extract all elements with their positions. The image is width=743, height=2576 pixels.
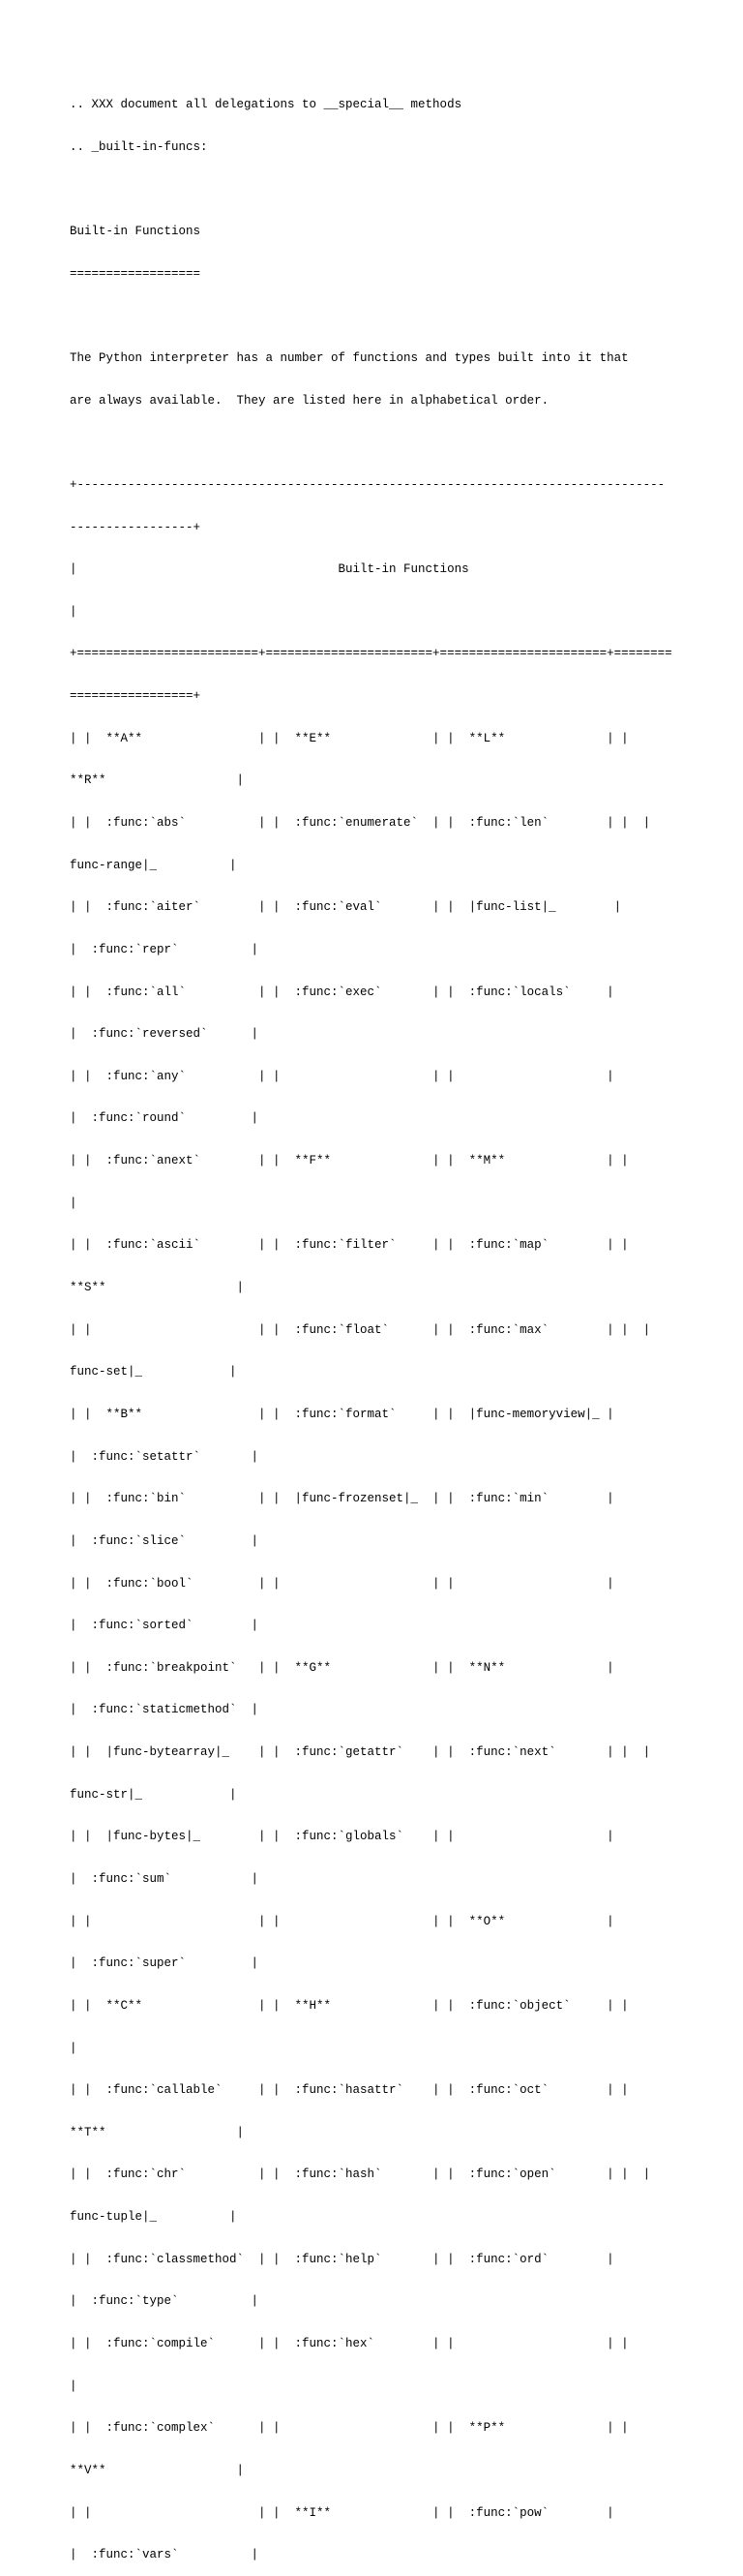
table-row-line: | | :func:`abs` | | :func:`enumerate` | | :func:`len` | | | <box>70 815 651 830</box>
table-header-separator: =================+ <box>70 689 201 704</box>
table-row-line: | :func:`vars` | <box>70 2548 259 2562</box>
table-row-line: **V** | <box>70 2463 245 2477</box>
table-row-line: func-str|_ | <box>70 1787 237 1802</box>
intro-paragraph-line: are always available. They are listed here in alphabetical order. <box>70 393 550 408</box>
table-row-line: | <box>70 1196 77 1210</box>
table-row-line: **R** | <box>70 773 245 788</box>
table-row-line: | | :func:`chr` | | :func:`hash` | | :func:`open` | | | <box>70 2167 651 2182</box>
table-row-line: func-set|_ | <box>70 1365 237 1379</box>
table-row-line: | :func:`setattr` | <box>70 1449 259 1464</box>
section-title: Built-in Functions <box>70 225 201 239</box>
table-row-line: | :func:`sum` | <box>70 1872 259 1886</box>
table-row-line: | | :func:`anext` | | **F** | | **M** | | <box>70 1154 629 1168</box>
table-row-line: | :func:`reversed` | <box>70 1027 259 1042</box>
table-row-line: | :func:`sorted` | <box>70 1619 259 1633</box>
document-text <box>70 70 737 2576</box>
table-header-line: | Built-in Functions <box>70 562 469 577</box>
table-row-line: | | :func:`classmethod` | | :func:`help` | | :func:`ord` | <box>70 2252 614 2266</box>
table-row-line: | | :func:`bin` | | |func-frozenset|_ | | :func:`min` | <box>70 1492 614 1506</box>
table-border-line: +--------------------------------------------------------------------------------- <box>70 477 666 492</box>
table-row-line: | | :func:`any` | | | | | <box>70 1069 614 1083</box>
comment-line: .. XXX document all delegations to __special__ methods <box>70 98 462 112</box>
table-row-line: | | **B** | | :func:`format` | | |func-memoryview|_ | <box>70 1407 614 1421</box>
table-row-line: | :func:`type` | <box>70 2294 259 2309</box>
table-row-line: | | **C** | | **H** | | :func:`object` | | <box>70 1998 629 2013</box>
table-border-line: -----------------+ <box>70 520 201 534</box>
intro-paragraph-line: The Python interpreter has a number of functions and types built into it that <box>70 350 629 365</box>
table-row-line: **T** | <box>70 2125 245 2139</box>
table-row-line: | :func:`slice` | <box>70 1533 259 1548</box>
table-row-line: | :func:`repr` | <box>70 942 259 956</box>
table-header-line: | <box>70 604 77 619</box>
blank-line <box>70 182 737 197</box>
table-row-line: | | :func:`callable` | | :func:`hasattr` | | :func:`oct` | | <box>70 2083 629 2098</box>
label-line: .. _built-in-funcs: <box>70 139 208 154</box>
table-row-line: | :func:`round` | <box>70 1111 259 1126</box>
table-row-line: | :func:`staticmethod` | <box>70 1703 259 1717</box>
table-row-line: | | | | | | **O** | <box>70 1914 614 1928</box>
table-row-line: | | :func:`breakpoint` | | **G** | | **N** | <box>70 1660 614 1675</box>
table-row-line: func-tuple|_ | <box>70 2210 237 2225</box>
table-row-line: | | :func:`bool` | | | | | <box>70 1576 614 1591</box>
table-row-line: | :func:`super` | <box>70 1956 259 1971</box>
table-row-line: | | :func:`complex` | | | | **P** | | <box>70 2421 629 2436</box>
blank-line <box>70 309 737 323</box>
table-row-line: | | | | :func:`float` | | :func:`max` | | | <box>70 1322 651 1337</box>
table-row-line: | | :func:`all` | | :func:`exec` | | :func:`locals` | <box>70 985 614 999</box>
table-row-line: | <box>70 2379 77 2393</box>
table-row-line: | | |func-bytes|_ | | :func:`globals` | | | <box>70 1830 614 1844</box>
table-row-line: | | |func-bytearray|_ | | :func:`getattr` | | :func:`next` | | | <box>70 1745 651 1760</box>
table-header-separator: +=========================+=======================+=======================+======== <box>70 647 672 661</box>
table-row-line: | | | | **I** | | :func:`pow` | <box>70 2505 614 2520</box>
blank-line <box>70 436 737 450</box>
table-row-line: | <box>70 2041 77 2055</box>
title-underline: ================== <box>70 266 201 281</box>
table-row-line: | | :func:`ascii` | | :func:`filter` | | :func:`map` | | <box>70 1238 629 1253</box>
table-row-line: func-range|_ | <box>70 858 237 872</box>
table-row-line: | | :func:`aiter` | | :func:`eval` | | |func-list|_ | <box>70 900 622 915</box>
table-row-line: | | :func:`compile` | | :func:`hex` | | | | <box>70 2337 629 2351</box>
table-row-line: | | **A** | | **E** | | **L** | | <box>70 731 629 745</box>
table-row-line: **S** | <box>70 1281 245 1295</box>
